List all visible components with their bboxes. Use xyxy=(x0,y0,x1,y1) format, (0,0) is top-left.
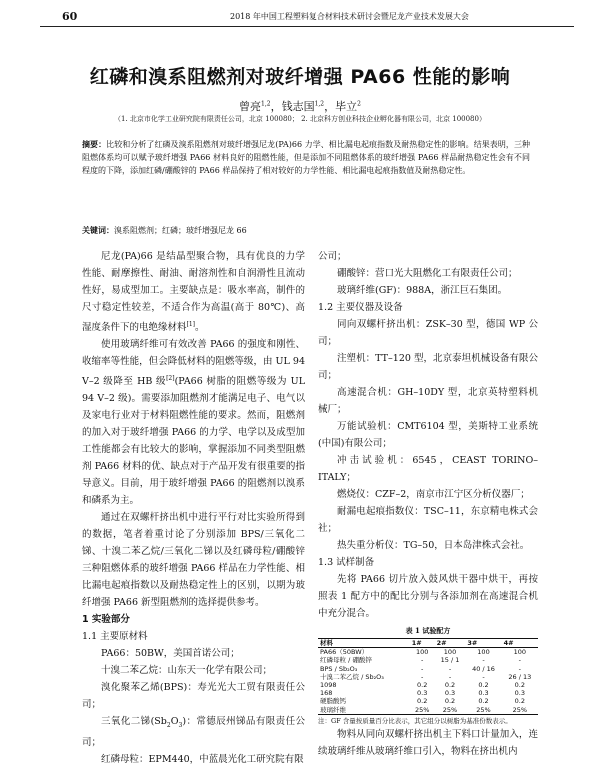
table-cell: 15 / 1 xyxy=(440,656,460,665)
material-item xyxy=(82,713,305,751)
material-text: )：常德辰州锑品有限责任公司； xyxy=(82,716,305,749)
author-affil-mark: 1,2 xyxy=(314,100,325,108)
table-header-cell: 材料 xyxy=(318,639,410,648)
paragraph-text: (PA66 树脂的阻燃等级为 UL 94 V–2 级)。需要添加阻燃剂才能满足电子、电气以及家电行业对于材料阻燃性能的要求。然而，阻燃剂的加入对于玻纤增强 PA66 的力学、电学以及成型加工性能都会有比较大的影响，掌握添加不同类型阻燃剂 PA66 材料的优、缺点对于产品开发有很重要的指导意义。目前，用于玻纤增强 PA66 的阻燃剂以溴系和磷系为主。 xyxy=(82,376,305,507)
table-cell: 0.3 xyxy=(478,689,489,698)
table-cell: 0.2 xyxy=(444,697,456,706)
abstract-text: 比较和分析了红磷及溴系阻燃剂对玻纤增强尼龙(PA)66 力学、相比漏电起痕指数及耐热稳定性的影响。结果表明，三种阻燃体系均可以赋予玻纤增强 PA66 材料良好的阻燃性能，但是添加不同阻燃体系的玻纤增强 PA66 样品耐热稳定性会有不同程度的下降，添加红磷/硼酸锌的 PA66 样品保持了相对较好的力学性能、相比漏电起痕指数值及耐热稳定性。 xyxy=(82,140,531,175)
table-cell: 100 xyxy=(443,648,457,657)
table-cell: - xyxy=(518,664,521,673)
material-item: PA66：50BW，美国首诺公司； xyxy=(101,648,240,660)
body-paragraph xyxy=(82,248,305,336)
equipment-item: 热失重分析仪：TG–50，日本岛津株式会社。 xyxy=(337,540,530,551)
affiliation: （1. 北京市化学工业研究院有限责任公司，北京 100080； 2. 北京科方创业科技企业孵化器有限公司，北京 100080） xyxy=(114,115,486,123)
table-row xyxy=(318,665,538,673)
subscript: 2 xyxy=(166,722,171,730)
author-name: 毕立 xyxy=(335,100,358,113)
section-heading: 1 实验部分 xyxy=(82,614,130,626)
table xyxy=(318,638,538,715)
journal-title: 2018 年中国工程塑料复合材料技术研讨会暨尼龙产业技术发展大会 xyxy=(230,12,469,21)
table-cell: 100 xyxy=(415,648,429,657)
table-cell: 0.2 xyxy=(514,697,525,706)
material-text: 三氧化二锑(Sb xyxy=(101,716,167,728)
table-cell: 168 xyxy=(320,689,333,698)
material-item: 玻璃纤维(GF)：988A，浙江巨石集团。 xyxy=(337,285,508,296)
table-cell: 0.3 xyxy=(514,689,525,698)
table-cell: 红磷母粒 / 硼酸锌 xyxy=(320,656,372,665)
equipment-item: 耐漏电起痕指数仪：TSC–11，东京精电株式会社； xyxy=(318,506,538,534)
subsection-heading: 1.1 主要原材料 xyxy=(82,631,148,643)
table-row xyxy=(318,673,538,681)
subsection-heading: 1.2 主要仪器及设备 xyxy=(318,302,403,313)
table-row xyxy=(318,697,538,705)
author-affil-mark: 1,2 xyxy=(261,100,271,108)
table-cell: - xyxy=(421,656,424,665)
table-cell: 25% xyxy=(435,706,466,715)
table-row xyxy=(318,681,538,689)
author-name: 曾亮 xyxy=(239,100,262,113)
subscript: 3 xyxy=(178,722,183,730)
table-cell: - xyxy=(421,672,424,681)
table-cell: - xyxy=(448,664,452,673)
material-item: 溴化聚苯乙烯(BPS)：寿光光大工贸有限责任公司； xyxy=(82,682,305,711)
keywords-label: 关键词： xyxy=(82,225,114,235)
table-cell: 0.2 xyxy=(478,681,489,690)
table-body xyxy=(318,648,538,715)
table-cell: 0.3 xyxy=(417,689,428,698)
running-head xyxy=(40,8,574,27)
abstract-label: 摘要： xyxy=(82,139,107,149)
equipment-item: 冲击试验机：6545，CEAST TORINO–ITALY； xyxy=(318,455,538,483)
table-cell: 0.2 xyxy=(514,681,525,690)
citation: [2] xyxy=(166,375,175,383)
table-cell: - xyxy=(518,656,521,665)
abstract xyxy=(82,138,530,177)
table-cell: - xyxy=(482,672,485,681)
left-column xyxy=(82,248,305,768)
table-cell: 100 xyxy=(513,648,527,657)
equipment-item: 高速混合机：GH–10DY 型，北京英特塑料机械厂； xyxy=(318,387,538,415)
keywords xyxy=(82,224,530,237)
paper-title: 红磷和溴系阻燃剂对玻纤增强 PA66 性能的影响 xyxy=(89,66,511,88)
table-cell: 玻璃纤维 xyxy=(318,706,410,715)
right-column xyxy=(318,248,538,760)
table-cell: 十溴二苯乙烷 / Sb₂O₃ xyxy=(320,672,384,681)
table-cell: BPS / Sb₂O₃ xyxy=(320,664,358,673)
paragraph-text: 使用玻璃纤维可有效改善 PA66 的强度和刚性、收缩率等性能，但会降低材料的阻燃等级，由 UL 94 V–2 级降至 HB 级 xyxy=(82,339,305,388)
table-cell: 25% xyxy=(502,706,538,715)
table-cell: 0.2 xyxy=(478,697,489,706)
equipment-item: 万能试验机：CMT6104 型，美斯特工业系统(中国)有限公司； xyxy=(318,421,538,449)
author-list: 曾亮$^{1,2}$，钱志国$^{1,2}$，毕立$^2$ xyxy=(239,100,361,113)
author-affil-mark: 2 xyxy=(357,100,361,108)
equipment-item: 燃烧仪：CZF–2，南京市江宁区分析仪器厂； xyxy=(337,489,530,500)
table-cell: 100 xyxy=(477,648,490,657)
table-cell: 1098 xyxy=(320,681,337,690)
paragraph-text: 尼龙(PA)66 是结晶型聚合物，具有优良的力学性能、耐摩擦性、耐油、耐溶剂性和自润滑性且流动性好，易成型加工。主要缺点是：吸水率高，制件的尺寸稳定性较差，不适合作为高温(高于 80℃)、高湿度条件下的电绝缘材料 xyxy=(82,251,305,334)
paragraph-text: 。 xyxy=(195,322,205,334)
equipment-item: 同向双螺杆挤出机：ZSK–30 型，德国 WP 公司； xyxy=(318,319,538,347)
body-paragraph: 物料从同向双螺杆挤出机主下料口计量加入，连续玻璃纤维从玻璃纤维口引入，物料在挤出机内 xyxy=(318,728,538,757)
table-cell: 25% xyxy=(410,706,435,715)
body-paragraph: 先将 PA66 切片放入鼓风烘干器中烘干，再按照表 1 配方中的配比分别与各添加剂在高速混合机中充分混合。 xyxy=(318,574,538,619)
material-item: 十溴二苯乙烷：山东天一化学有限公司； xyxy=(101,665,273,677)
keywords-text: 溴系阻燃剂；红磷；玻纤增强尼龙 66 xyxy=(114,226,247,235)
table-row xyxy=(318,689,538,697)
table-header-cell: 1# xyxy=(410,639,435,648)
table-cell: - xyxy=(421,664,424,673)
material-item: 公司； xyxy=(318,251,347,262)
table-cell: 25% xyxy=(465,706,501,715)
body-paragraph xyxy=(82,336,305,509)
equipment-item: 注塑机：TT–120 型，北京泰坦机械设备有限公司； xyxy=(318,353,538,381)
author-name: 钱志国 xyxy=(281,100,315,113)
table-cell: 0.2 xyxy=(444,681,456,690)
table-cell: PA66（50BW） xyxy=(320,648,369,657)
table-cell: 0.2 xyxy=(417,681,428,690)
formulation-table xyxy=(318,626,538,726)
table-cell: 40 / 16 xyxy=(472,664,495,673)
table-cell: 0.3 xyxy=(444,689,456,698)
table-note: 注：GF 含量按质量百分比表示，其它组分以树脂为基准份数表示。 xyxy=(318,716,512,725)
material-item: 红磷母粒：EPM440，中蓝晨光化工研究院有限 xyxy=(101,754,304,766)
citation: [1] xyxy=(186,321,196,328)
table-caption: 表 1 试验配方 xyxy=(405,626,451,635)
table-cell: 硬脂酸钙 xyxy=(320,697,346,706)
material-item: 硼酸锌：营口光大阻燃化工有限责任公司； xyxy=(337,268,518,279)
body-paragraph: 通过在双螺杆挤出机中进行平行对比实验所得到的数据，笔者着重讨论了分别添加 BPS/三氧化二锑、十溴二苯乙烷/三氧化二锑以及红磷母粒/硼酸锌三种阻燃体系的玻纤增强 PA66 样品在力学性能、相比漏电起痕指数以及耐热稳定性上的区别，以期为玻纤增强 PA66 新型阻燃剂的选择提供参考。 xyxy=(82,512,305,609)
table-header-row xyxy=(318,639,538,648)
table-header-cell: 2# xyxy=(435,639,466,648)
table-row xyxy=(318,656,538,664)
table-header-cell: 3# xyxy=(465,639,501,648)
material-text: O xyxy=(170,716,179,728)
table-cell: 26 / 13 xyxy=(508,672,532,681)
table-cell: - xyxy=(448,672,452,681)
table-cell: 0.2 xyxy=(417,697,428,706)
subsection-heading: 1.3 试样制备 xyxy=(318,557,375,568)
table-header-cell: 4# xyxy=(502,639,538,648)
table-cell: - xyxy=(482,656,485,665)
page-number: 60 xyxy=(62,10,78,23)
table-row xyxy=(318,706,538,715)
